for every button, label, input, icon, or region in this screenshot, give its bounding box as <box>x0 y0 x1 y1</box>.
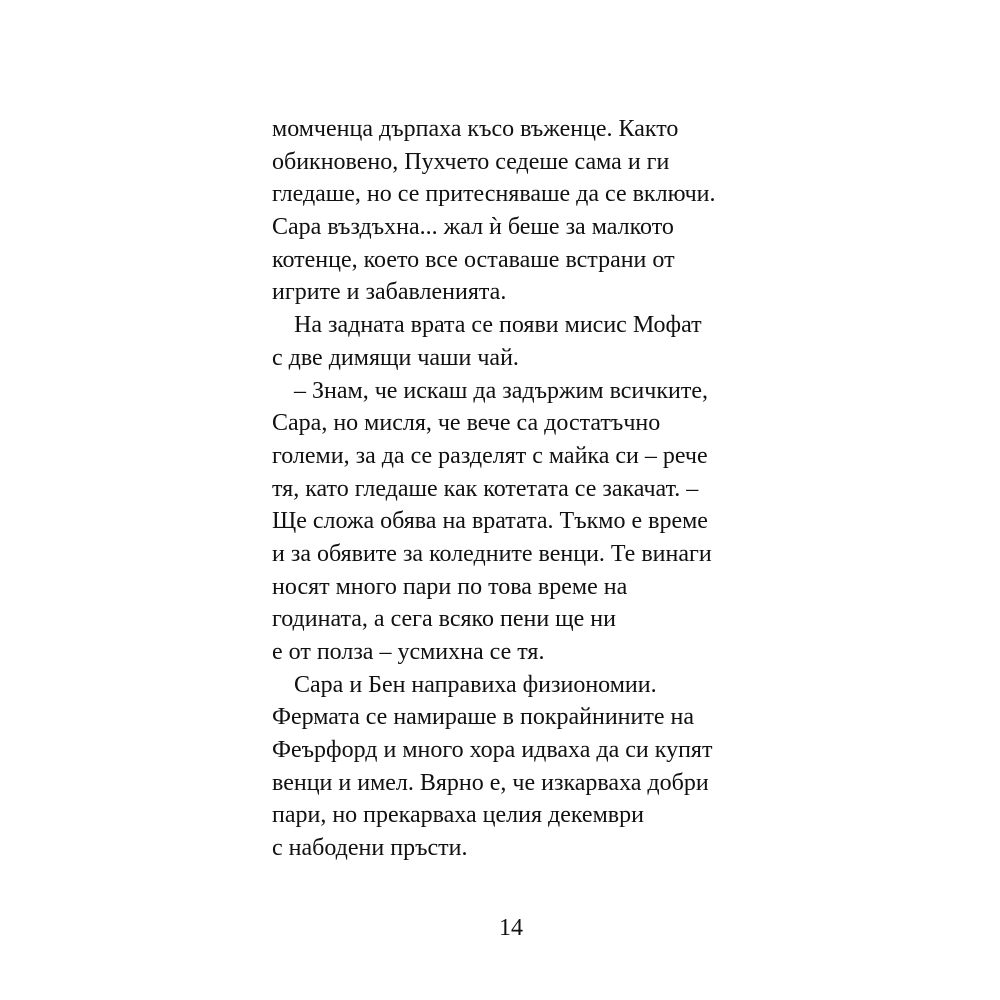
text-line: Фермата се намираше в покрайнините на <box>272 704 694 731</box>
text-line: гледаше, но се притесняваше да се включи. <box>272 181 716 208</box>
text-line: – Знам, че искаш да задържим всичките, <box>294 377 708 404</box>
text-line: Сара въздъхна... жал ѝ беше за малкото <box>272 214 674 241</box>
text-line: с набодени пръсти. <box>272 835 468 862</box>
text-line: момченца дърпаха късо въженце. Както <box>272 116 679 142</box>
text-line: е от полза – усмихна се тя. <box>272 639 545 665</box>
text-line: и за обявите за коледните венци. Те винаги <box>272 540 712 567</box>
text-line: игрите и забавленията. <box>272 279 507 306</box>
text-line: венци и имел. Вярно е, че изкарваха добри <box>272 769 709 796</box>
text-line: годината, а сега всяко пени ще ни <box>272 606 616 633</box>
text-line: пари, но прекарваха целия декември <box>272 802 644 829</box>
text-line: големи, за да се разделят с майка си – рече <box>272 442 708 469</box>
text-line: Сара и Бен направиха физиономии. <box>294 671 657 698</box>
text-line: с две димящи чаши чай. <box>272 344 519 371</box>
text-line: котенце, което все оставаше встрани от <box>272 246 675 273</box>
text-line: носят много пари по това време на <box>272 573 628 600</box>
text-line: тя, като гледаше как котетата се закачат. – <box>272 475 699 502</box>
text-line: Сара, но мисля, че вече са достатъчно <box>272 410 661 437</box>
text-line: обикновено, Пухчето седеше сама и ги <box>272 148 670 175</box>
text-line: Ще сложа обява на вратата. Тъкмо е време <box>272 508 708 535</box>
text-line: На задната врата се появи мисис Мофат <box>294 312 702 339</box>
page-number: 14 <box>499 915 523 941</box>
body-text <box>272 113 772 865</box>
text-line: Феърфорд и много хора идваха да си купят <box>272 737 713 764</box>
